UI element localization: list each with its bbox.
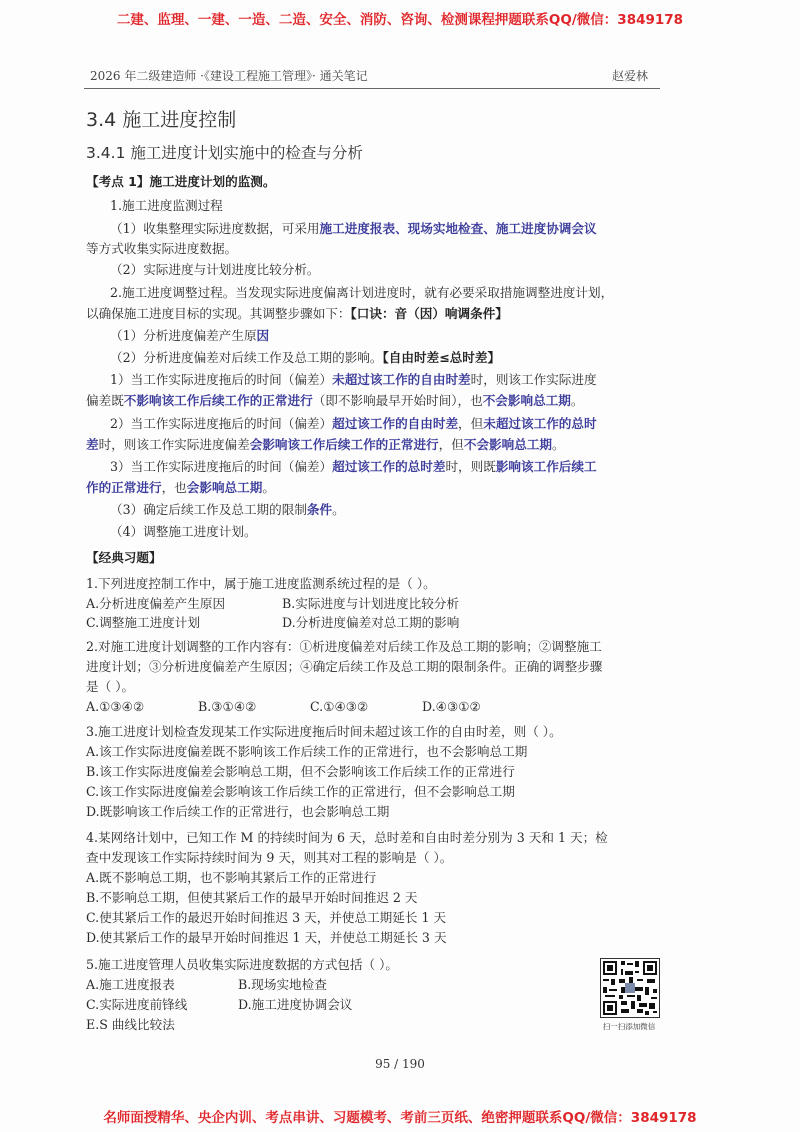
option-b[interactable]: B.现场实地检查 bbox=[238, 977, 327, 992]
highlight-run: 因 bbox=[256, 328, 270, 343]
question-3-option-d[interactable]: D.既影响该工作后续工作的正常进行，也会影响总工期 bbox=[86, 804, 390, 819]
para-step1 bbox=[86, 326, 686, 346]
question-5-option-e[interactable]: E.S 曲线比较法 bbox=[86, 1017, 175, 1032]
highlight-run: 未超过该工作的总时 bbox=[483, 416, 597, 431]
bottom-banner: 名师面授精华、央企内训、考点串讲、习题模考、考前三页纸、绝密押题联系QQ/微信：3849178 bbox=[103, 1110, 697, 1126]
text-run: ，也 bbox=[161, 480, 187, 495]
highlight-run: 不会影响总工期 bbox=[463, 437, 552, 452]
text-run: ，但 bbox=[438, 437, 464, 452]
text-run: 。 bbox=[570, 393, 584, 408]
text-run: ，但 bbox=[458, 416, 484, 431]
para-step4: （4）调整施工进度计划。 bbox=[110, 524, 257, 539]
para-collect-data-cont: 等方式收集实际进度数据。 bbox=[86, 241, 238, 256]
highlight-run: 未超过该工作的自由时差 bbox=[332, 372, 471, 387]
para-case2-cont bbox=[86, 435, 662, 455]
option-b[interactable]: B.③①④② bbox=[198, 699, 257, 714]
text-run: ，也 bbox=[457, 393, 483, 408]
section-heading: 3.4 施工进度控制 bbox=[86, 109, 237, 131]
option-c[interactable]: C.调整施工进度计划 bbox=[86, 615, 200, 630]
highlight-run: 超过该工作的自由时差 bbox=[332, 416, 459, 431]
kaodian-line bbox=[86, 172, 662, 192]
question-4-option-c[interactable]: C.使其紧后工作的最迟开始时间推迟 3 天，并使总工期延长 1 天 bbox=[86, 910, 447, 925]
para-case3 bbox=[86, 457, 686, 477]
text-run: （即不影响最早开始时间） bbox=[312, 393, 458, 408]
question-2-options bbox=[86, 697, 662, 717]
page-number: 95 / 190 bbox=[375, 1057, 425, 1071]
question-4-option-b[interactable]: B.不影响总工期，但使其紧后工作的最早开始时间推迟 2 天 bbox=[86, 890, 418, 905]
text-run: 时，则该工作实际进度 bbox=[470, 372, 597, 387]
mnemonic-run: 【口诀：音（因）响调条件】 bbox=[350, 306, 508, 321]
para-case1-cont bbox=[86, 391, 662, 411]
text-run: 时，则既 bbox=[445, 459, 496, 474]
option-d[interactable]: D.④③①② bbox=[422, 699, 481, 714]
question-4-stem-line2: 查中发现该工作实际持续时间为 9 天，则其对工程的影响是（ ）。 bbox=[86, 850, 453, 865]
subsection-heading: 3.4.1 施工进度计划实施中的检查与分析 bbox=[86, 144, 363, 162]
text-run: 。 bbox=[262, 480, 275, 495]
highlight-run: 条件 bbox=[306, 502, 333, 517]
option-d[interactable]: D.分析进度偏差对总工期的影响 bbox=[282, 615, 460, 630]
option-a[interactable]: A.①③④② bbox=[86, 699, 145, 714]
highlight-run: 会影响总工期 bbox=[186, 480, 263, 495]
para-compare: （2）实际进度与计划进度比较分析。 bbox=[110, 262, 320, 277]
question-1-stem: 1.下列进度控制工作中，属于施工进度监测系统过程的是（ ）。 bbox=[86, 576, 436, 591]
text-run: 偏差既 bbox=[86, 393, 124, 408]
question-2-stem-line2: 进度计划；③分析进度偏差产生原因；④确定后续工作及总工期的限制条件。正确的调整步骤 bbox=[86, 659, 603, 674]
highlight-run: 作的正常进行 bbox=[86, 480, 162, 495]
text-run: 2）当工作实际进度拖后的时间（偏差） bbox=[110, 416, 333, 431]
para-case3-cont bbox=[86, 478, 662, 498]
question-4-stem-line1: 4.某网络计划中，已知工作 M 的持续时间为 6 天，总时差和自由时差分别为 3 天和 1 天；检 bbox=[86, 830, 608, 845]
para-adjust-process: 2.施工进度调整过程。当发现实际进度偏离计划进度时，就有必要采取措施调整进度计划， bbox=[110, 285, 614, 300]
kaodian-tag: 【考点 1】 bbox=[86, 174, 150, 189]
question-1-options-row1 bbox=[86, 594, 662, 614]
para-collect-data bbox=[86, 219, 686, 239]
qr-code-graphic bbox=[601, 959, 659, 1017]
question-5-stem: 5.施工进度管理人员收集实际进度数据的方式包括（ ）。 bbox=[86, 957, 398, 972]
kaodian-title: 施工进度计划的监测。 bbox=[149, 174, 276, 189]
option-a[interactable]: A.分析进度偏差产生原因 bbox=[86, 596, 226, 611]
question-3-stem: 3.施工进度计划检查发现某工作实际进度拖后时间未超过该工作的自由时差，则（ ）。 bbox=[86, 724, 562, 739]
highlight-run: 超过该工作的总时差 bbox=[332, 459, 446, 474]
text-run: （1）收集整理实际进度数据，可采用 bbox=[110, 221, 320, 236]
question-5-options-row1 bbox=[86, 975, 662, 995]
question-3-option-b[interactable]: B.该工作实际进度偏差会影响总工期，但不会影响该工作后续工作的正常进行 bbox=[86, 764, 515, 779]
exercise-heading bbox=[86, 548, 662, 568]
para-step3 bbox=[86, 500, 686, 520]
highlight-run: 不影响该工作后续工作的正常进行 bbox=[123, 393, 313, 408]
question-4-option-a[interactable]: A.既不影响总工期，也不影响其紧后工作的正常进行 bbox=[86, 870, 377, 885]
option-a[interactable]: A.施工进度报表 bbox=[86, 977, 175, 992]
para-monitoring-process: 1.施工进度监测过程 bbox=[110, 198, 223, 213]
question-1-options-row2 bbox=[86, 613, 662, 633]
running-header-author: 赵爱林 bbox=[612, 69, 649, 83]
top-banner: 二建、监理、一建、一造、二造、安全、消防、咨询、检测课程押题联系QQ/微信：3849178 bbox=[116, 12, 684, 28]
para-step2 bbox=[86, 348, 686, 368]
highlight-run: 影响该工作后续工 bbox=[495, 459, 597, 474]
highlight-run: 差 bbox=[86, 437, 99, 452]
option-c[interactable]: C.①④③② bbox=[310, 699, 369, 714]
qr-caption: 扫一扫添加微信 bbox=[602, 1022, 656, 1031]
question-2-stem-line1: 2.对施工进度计划调整的工作内容有：①析进度偏差对后续工作及总工期的影响；②调整施工 bbox=[86, 639, 602, 654]
text-run: 以确保施工进度目标的实现。其调整步骤如下： bbox=[86, 306, 351, 321]
text-run: （1）分析进度偏差产生原 bbox=[110, 328, 257, 343]
highlight-run: 不会影响总工期 bbox=[482, 393, 571, 408]
option-c[interactable]: C.实际进度前锋线 bbox=[86, 997, 188, 1012]
text-run: 。 bbox=[332, 502, 345, 517]
exercise-title: 【经典习题】 bbox=[86, 550, 162, 565]
option-b[interactable]: B.实际进度与计划进度比较分析 bbox=[282, 596, 459, 611]
header-rule bbox=[84, 88, 660, 89]
text-run: 时，则该工作实际进度偏差 bbox=[98, 437, 250, 452]
mnemonic-run: 【自由时差≤总时差】 bbox=[382, 350, 501, 365]
question-4-option-d[interactable]: D.使其紧后工作的最早开始时间推迟 1 天，并使总工期延长 3 天 bbox=[86, 930, 447, 945]
highlight-run: 施工进度报表、现场实地检查、施工进度协调会议 bbox=[319, 221, 597, 236]
text-run: 3）当工作实际进度拖后的时间（偏差） bbox=[110, 459, 333, 474]
question-3-option-a[interactable]: A.该工作实际进度偏差既不影响该工作后续工作的正常进行，也不会影响总工期 bbox=[86, 744, 528, 759]
question-3-option-c[interactable]: C.该工作实际进度偏差会影响该工作后续工作的正常进行，但不会影响总工期 bbox=[86, 784, 515, 799]
text-run: 1）当工作实际进度拖后的时间（偏差） bbox=[110, 372, 333, 387]
para-case2 bbox=[86, 414, 686, 434]
option-d[interactable]: D.施工进度协调会议 bbox=[238, 997, 353, 1012]
text-run: 。 bbox=[551, 437, 565, 452]
qr-code-image bbox=[600, 958, 660, 1018]
question-5-options-row2 bbox=[86, 995, 662, 1015]
text-run: （2）分析进度偏差对后续工作及总工期的影响。 bbox=[110, 350, 383, 365]
highlight-run: 会影响该工作后续工作的正常进行 bbox=[249, 437, 439, 452]
running-header-title: 2026 年二级建造师 ·《建设工程施工管理》· 通关笔记 bbox=[90, 69, 368, 83]
question-2-stem-line3: 是（ ）。 bbox=[86, 679, 135, 694]
para-adjust-process-cont bbox=[86, 304, 662, 324]
text-run: （3）确定后续工作及总工期的限制 bbox=[110, 502, 307, 517]
para-case1 bbox=[86, 370, 686, 390]
